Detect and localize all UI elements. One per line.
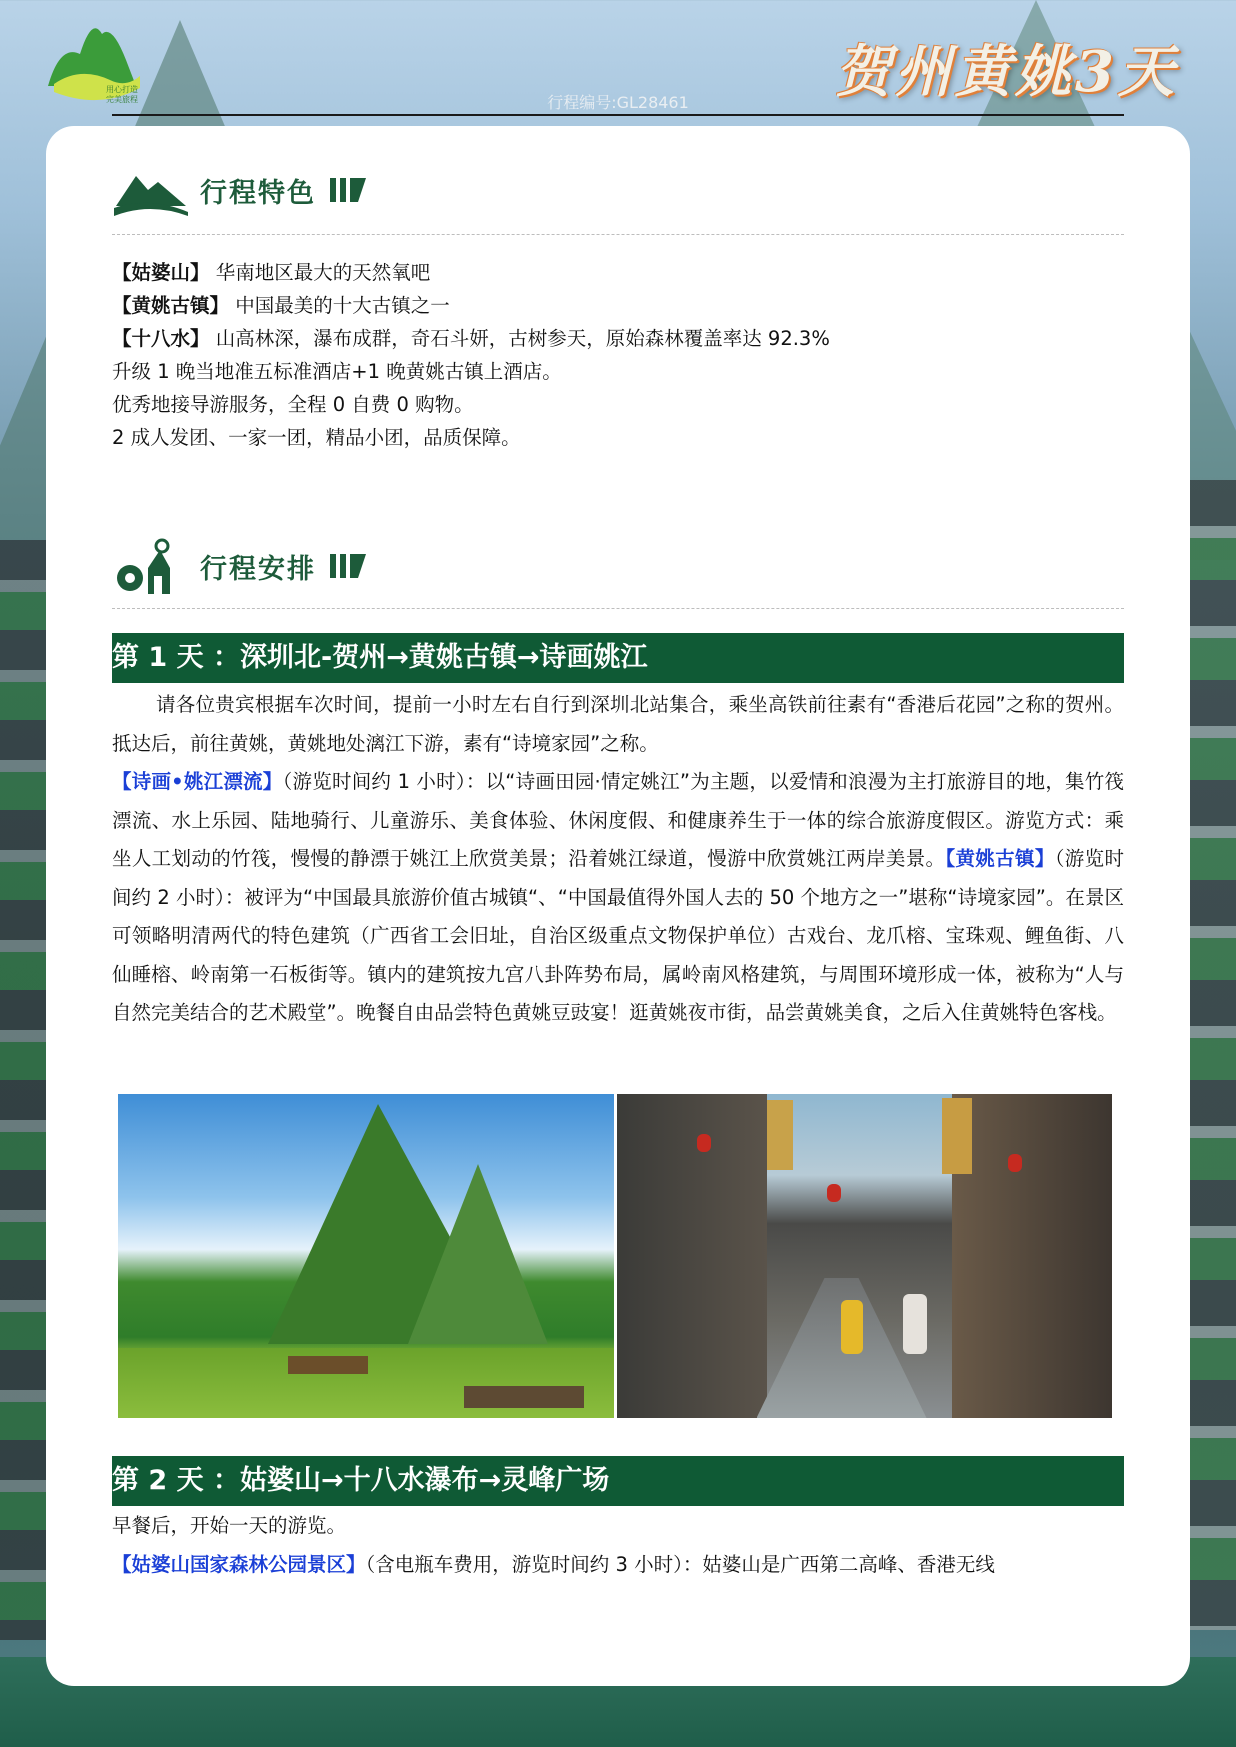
features-list (112, 256, 1124, 454)
header-divider (112, 114, 1124, 116)
features-divider (112, 234, 1124, 235)
street-sign (767, 1100, 793, 1170)
day1-details: 【诗画•姚江漂流】（游览时间约 1 小时）：以“诗画田园·情定姚江”为主题，以爱情和浪漫为主打旅游目的地，集竹筏漂流、水上乐园、陆地骑行、儿童游乐、美食体验、休闲度假、和健康养生于一体的综合旅游度假区。游览方式：乘坐人工划动的竹筏，慢慢的静漂于姚江上欣赏美景；沿着姚江绿道，慢游中欣赏姚江两岸美景。【黄姚古镇】（游览时间约 2 小时）：被评为“中国最具旅游价值古城镇“、“中国最值得外国人去的 50 个地方之一”堪称“诗境家园”。在景区可领略明清两代的特色建筑（广西省工会旧址，自治区级重点文物保护单位）古戏台、龙爪榕、宝珠观、鲤鱼街、八仙睡榕、岭南第一石板街等。镇内的建筑按九宫八卦阵势布局，属岭南风格建筑，与周围环境形成一体，被称为“人与自然完美结合的艺术殿堂”。晚餐自由品尝特色黄姚豆豉宴！逛黄姚夜市街，品尝黄姚美食，之后入住黄姚特色客栈。 (112, 770, 1124, 1024)
schedule-divider (112, 608, 1124, 609)
highlight-huangyao: 【黄姚古镇】 (945, 847, 1055, 870)
highlight-rafting: 【诗画•姚江漂流】 (112, 770, 283, 793)
svg-text:完美旅程: 完美旅程 (106, 95, 138, 104)
street-sign (942, 1098, 972, 1174)
day1-photos (118, 1094, 1112, 1418)
decorative-bars-icon (330, 552, 366, 580)
day1-description (112, 686, 1124, 1033)
route-map-pin-icon (114, 538, 188, 594)
section-schedule-header (114, 536, 366, 596)
day2-title-bar: 第 2 天 ：姑婆山→十八水瀑布→灵峰广场 (112, 1456, 1124, 1506)
tour-code: 行程编号:GL28461 (547, 93, 689, 112)
destination-title: 贺州黄姚3天 (835, 39, 1178, 105)
day1-title-bar: 第 1 天 ：深圳北-贺州→黄姚古镇→诗画姚江 (112, 633, 1124, 683)
feature-item: 2 成人发团、一家一团，精品小团，品质保障。 (112, 426, 521, 449)
day2-details: 【姑婆山国家森林公园景区】（含电瓶车费用，游览时间约 3 小时）：姑婆山是广西第二高峰、香港无线 (112, 1552, 995, 1576)
photo-ancient-street (617, 1094, 1113, 1418)
highlight-gupo-park: 【姑婆山国家森林公园景区】 (112, 1552, 366, 1576)
section-schedule-title: 行程安排 (200, 553, 316, 585)
day2-intro: 早餐后，开始一天的游览。 (112, 1514, 347, 1537)
feature-item: 优秀地接导游服务，全程 0 自费 0 购物。 (112, 393, 474, 416)
day2-description (112, 1507, 1124, 1584)
day1-intro: 请各位贵宾根据车次时间，提前一小时左右自行到深圳北站集合，乘坐高铁前往素有“香港后花园”之称的贺州。抵达后，前往黄姚，黄姚地处漓江下游，素有“诗境家园”之称。 (112, 693, 1124, 755)
photo-karst-river (118, 1094, 614, 1418)
section-features-header (114, 160, 366, 220)
feature-item: 升级 1 晚当地准五标准酒店+1 晚黄姚古镇上酒店。 (112, 360, 562, 383)
mountain-landscape-icon (114, 162, 188, 218)
decorative-bars-icon (330, 176, 366, 204)
section-features-title: 行程特色 (200, 177, 316, 209)
feature-item: 【十八水】 山高林深，瀑布成群，奇石斗妍，古树参天，原始森林覆盖率达 92.3% (112, 327, 830, 350)
feature-item: 【姑婆山】 华南地区最大的天然氧吧 (112, 261, 431, 284)
feature-item: 【黄姚古镇】 中国最美的十大古镇之一 (112, 294, 450, 317)
svg-text:用心打造: 用心打造 (106, 85, 138, 94)
